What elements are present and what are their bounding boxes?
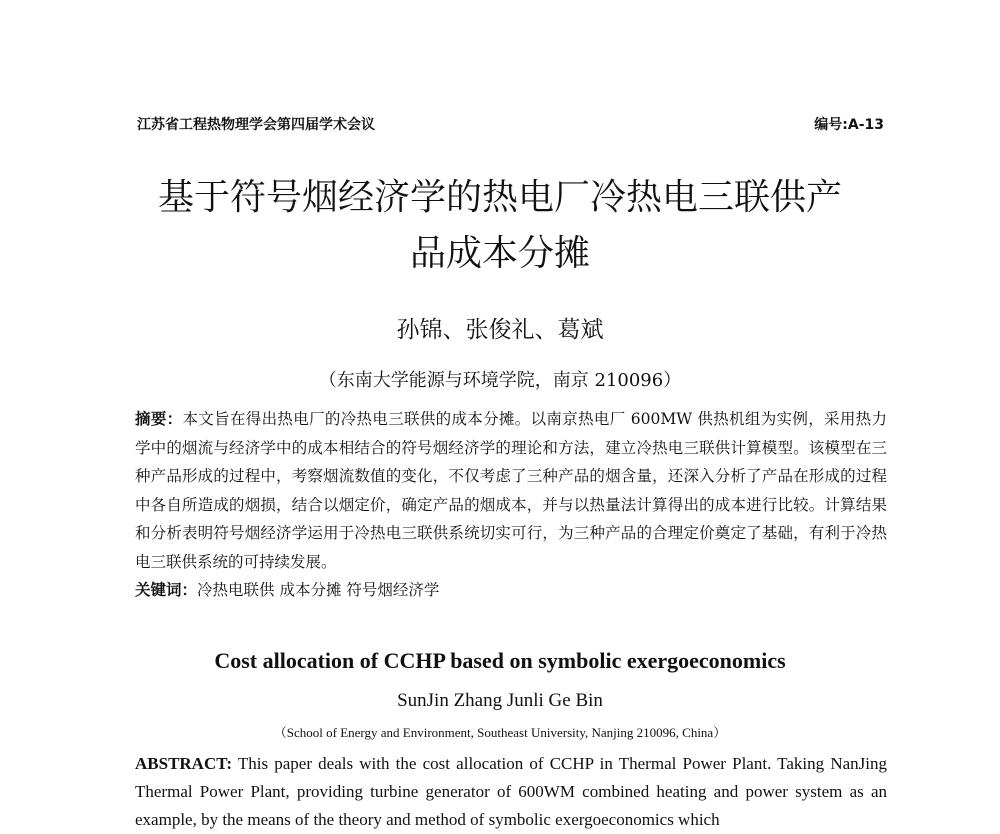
english-abstract xyxy=(135,750,887,834)
english-abstract-label: ABSTRACT: xyxy=(135,754,232,773)
abstract-chinese xyxy=(135,405,887,576)
paper-title xyxy=(100,170,900,282)
keywords-label: 关键词： xyxy=(135,581,198,599)
conference-header: 江苏省工程热物理学会第四届学术会议 xyxy=(137,117,375,133)
title-line-2: 品成本分摊 xyxy=(409,233,590,274)
abstract-text: 本文旨在得出热电厂的冷热电三联供的成本分摊。以南京热电厂 600MW 供热机组为实例，采用热力学中的烟流与经济学中的成本相结合的符号烟经济学的理论和方法，建立冷热电三联供计算模型。该模型在三种产品形成的过程中，考察烟流数值的变化，不仅考虑了三种产品的烟含量，还深入分析了产品在形成的过程中各自所造成的烟损，结合以烟定价，确定产品的烟成本，并与以热量法计算得出的成本进行比较。计算结果和分析表明符号烟经济学运用于冷热电三联供系统切实可行，为三种产品的合理定价奠定了基础，有利于冷热电三联供系统的可持续发展。 xyxy=(135,410,887,571)
title-line-1: 基于符号烟经济学的热电厂冷热电三联供产 xyxy=(157,177,842,218)
english-affiliation: （School of Energy and Environment, Southeast University, Nanjing 210096, China） xyxy=(273,725,727,740)
authors: 孙锦、张俊礼、葛斌 xyxy=(396,317,604,343)
keywords xyxy=(135,576,887,604)
keywords-text: 冷热电联供 成本分摊 符号烟经济学 xyxy=(197,581,440,599)
english-abstract-text: This paper deals with the cost allocation of CCHP in Thermal Power Plant. Taking NanJing Thermal Power Plant, providing turbine generator of 600WM combined heating and power system as an example, by the means of the theory and method of symbolic exergoeconomics which xyxy=(135,754,887,829)
abstract-label: 摘要： xyxy=(135,410,183,428)
english-authors: SunJin Zhang Junli Ge Bin xyxy=(397,690,603,711)
affiliation: （东南大学能源与环境学院，南京 210096） xyxy=(318,370,682,391)
paper-number: 编号:A-13 xyxy=(814,117,884,133)
english-title: Cost allocation of CCHP based on symbolic exergoeconomics xyxy=(214,648,786,673)
